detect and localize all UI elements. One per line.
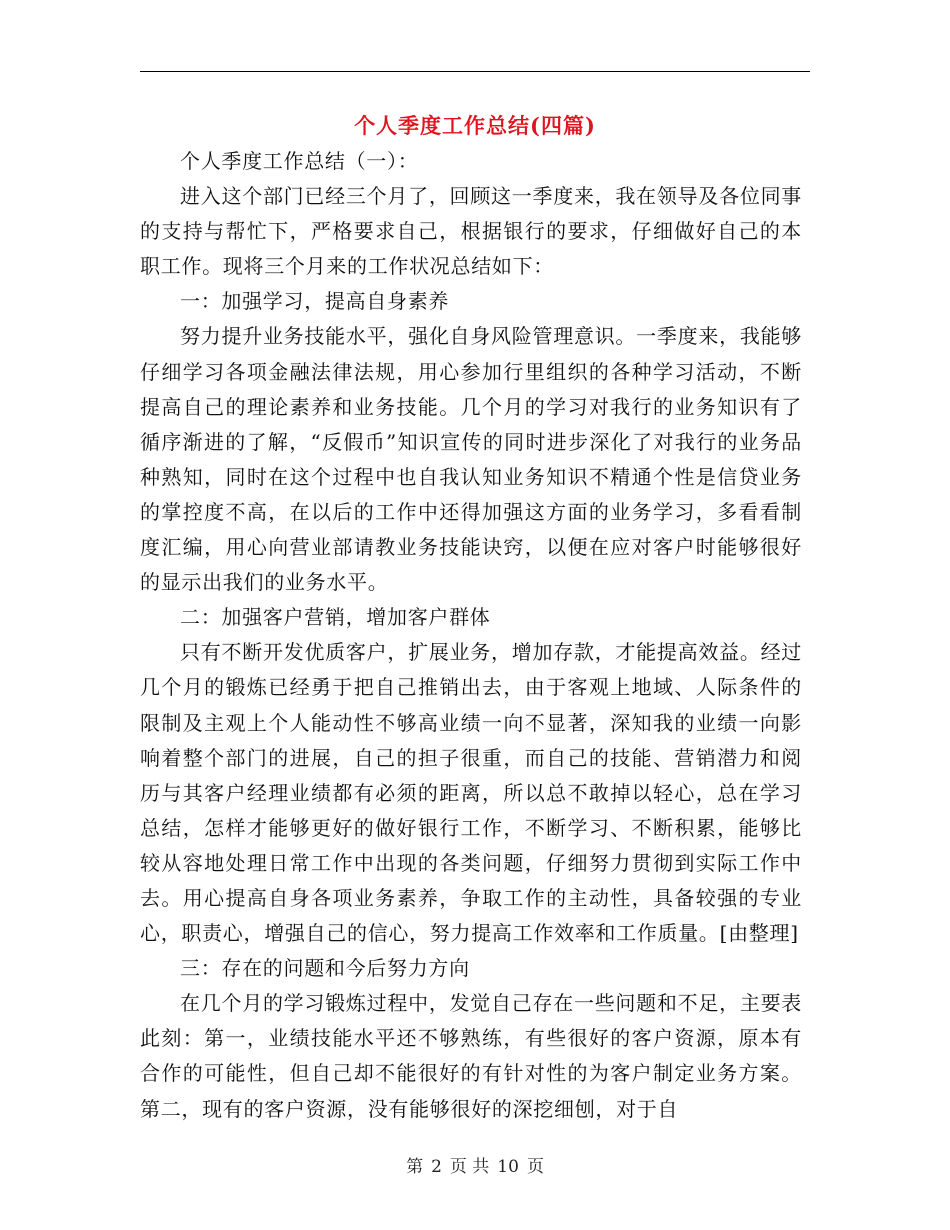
header-rule (140, 71, 810, 72)
section-heading: 个人季度工作总结（一）： (180, 149, 419, 173)
paragraph: 只有不断开发优质客户，扩展业务，增加存款，才能提高效益。经过几个月的锻炼已经勇于把自己推销出去，由于客观上地域、人际条件的限制及主观上个人能动性不够高业绩一向不显著，深知我的业绩一向影响着整个部门的进展，自己的担子很重，而自己的技能、营销潜力和阅历与其客户经理业绩都有必须的距离，所以总不敢掉以轻心，总在学习总结，怎样才能够更好的做好银行工作，不断学习、不断积累，能够比较从容地处理日常工作中出现的各类问题，仔细努力贯彻到实际工作中去。用心提高自身各项业务素养，争取工作的主动性，具备较强的专业心，职责心，增强自己的信心，努力提高工作效率和工作质量。[由整理] (140, 640, 802, 946)
subsection-heading: 二：加强客户营销，增加客户群体 (180, 605, 491, 630)
paragraph: 努力提升业务技能水平，强化自身风险管理意识。一季度来，我能够仔细学习各项金融法律法规，用心参加行里组织的各种学习活动，不断提高自己的理论素养和业务技能。几个月的学习对我行的业务知识有了循序渐进的了解，“反假币”知识宣传的同时进步深化了对我行的业务品种熟知，同时在这个过程中也自我认知业务知识不精通个性是信贷业务的掌控度不高，在以后的工作中还得加强这方面的业务学习，多看看制度汇编，用心向营业部请教业务技能诀窍，以便在应对客户时能够很好的显示出我们的业务水平。 (140, 324, 802, 595)
current-page-number: 2 (431, 1157, 442, 1177)
document-body (140, 144, 802, 1127)
paragraph: 在几个月的学习锻炼过程中，发觉自己存在一些问题和不足，主要表此刻：第一，业绩技能水平还不够熟练，有些很好的客户资源，原本有合作的可能性，但自己却不能很好的有针对性的为客户制定业务方案。第二，现有的客户资源，没有能够很好的深挖细刨，对于自 (140, 991, 802, 1121)
page-footer (0, 1152, 950, 1177)
footer-prefix: 第 (406, 1157, 424, 1177)
total-pages-number: 10 (497, 1157, 519, 1177)
subsection-heading: 三：存在的问题和今后努力方向 (180, 956, 470, 981)
subsection-heading: 一：加强学习，提高自身素养 (180, 289, 450, 314)
footer-suffix: 页 (526, 1157, 544, 1177)
paragraph: 进入这个部门已经三个月了，回顾这一季度来，我在领导及各位同事的支持与帮忙下，严格要求自己，根据银行的要求，仔细做好自己的本职工作。现将三个月来的工作状况总结如下： (140, 184, 802, 279)
document-title: 个人季度工作总结(四篇) (354, 113, 596, 138)
footer-middle: 页 共 (449, 1157, 490, 1177)
